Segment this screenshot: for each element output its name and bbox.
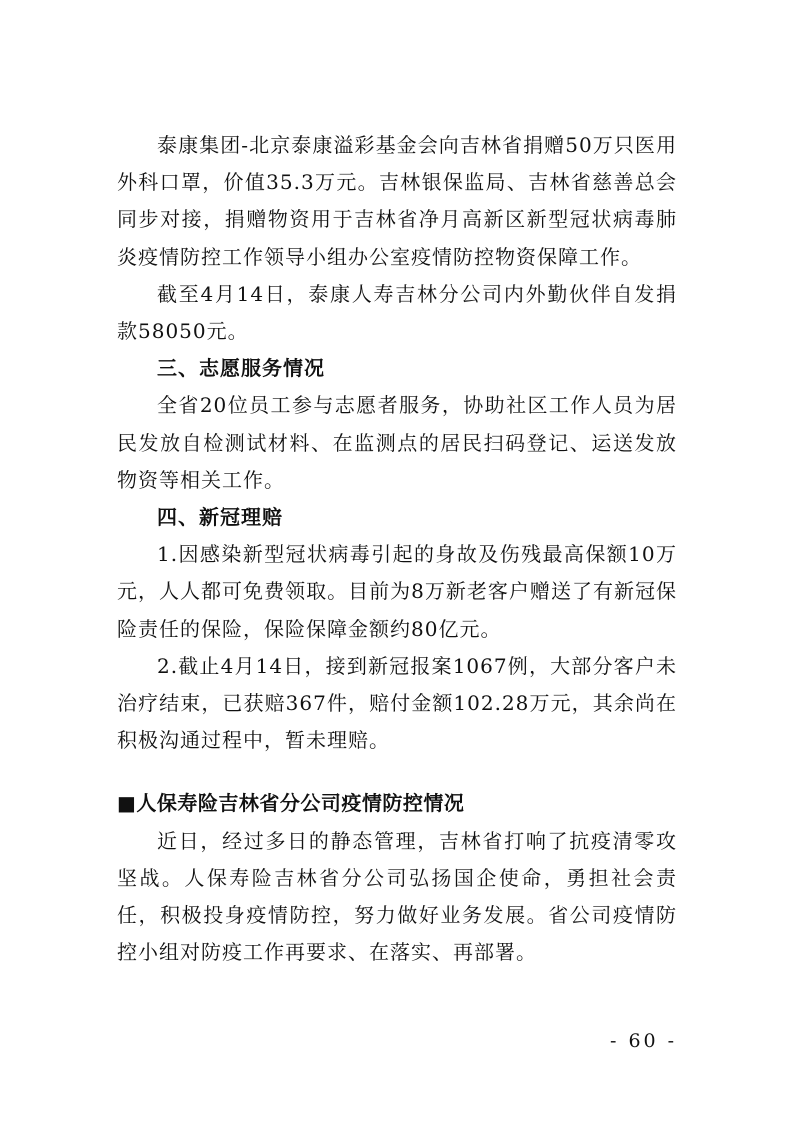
page-number: - 60 - [610,1030,678,1052]
paragraph-claims-item-2: 2.截止4月14日，接到新冠报案1067例，大部分客户未治疗结束，已获赔367件，赔付金额102.28万元，其余尚在积极沟通过程中，暂未理赔。 [117,653,677,753]
paragraph-donation-staff: 截至4月14日，泰康人寿吉林分公司内外勤伙伴自发捐款58050元。 [117,281,677,344]
paragraph-picc-life-jilin: 近日，经过多日的静态管理，吉林省打响了抗疫清零攻坚战。人保寿险吉林省分公司弘扬国企使命，勇担社会责任，积极投身疫情防控，努力做好业务发展。省公司疫情防控小组对防疫工作再要求、在落实、再部署。 [117,828,677,965]
paragraph-volunteer-service: 全省20位员工参与志愿者服务，协助社区工作人员为居民发放自检测试材料、在监测点的居民扫码登记、运送发放物资等相关工作。 [117,393,677,492]
page-body [117,127,677,971]
paragraph-claims-item-1: 1.因感染新型冠状病毒引起的身故及伤残最高保额10万元，人人都可免费领取。目前为8万新老客户赠送了有新冠保险责任的保险，保险保障金额约80亿元。 [117,542,677,641]
section-title-picc-life-jilin: ■人保寿险吉林省分公司疫情防控情况 [117,791,465,816]
heading-covid-claims: 四、新冠理赔 [157,505,283,530]
paragraph-donation-masks: 泰康集团-北京泰康溢彩基金会向吉林省捐赠50万只医用外科口罩，价值35.3万元。吉林银保监局、吉林省慈善总会同步对接，捐赠物资用于吉林省净月高新区新型冠状病毒肺炎疫情防控工作领导小组办公室疫情防控物资保障工作。 [117,133,677,269]
heading-volunteer-service: 三、志愿服务情况 [157,356,325,381]
